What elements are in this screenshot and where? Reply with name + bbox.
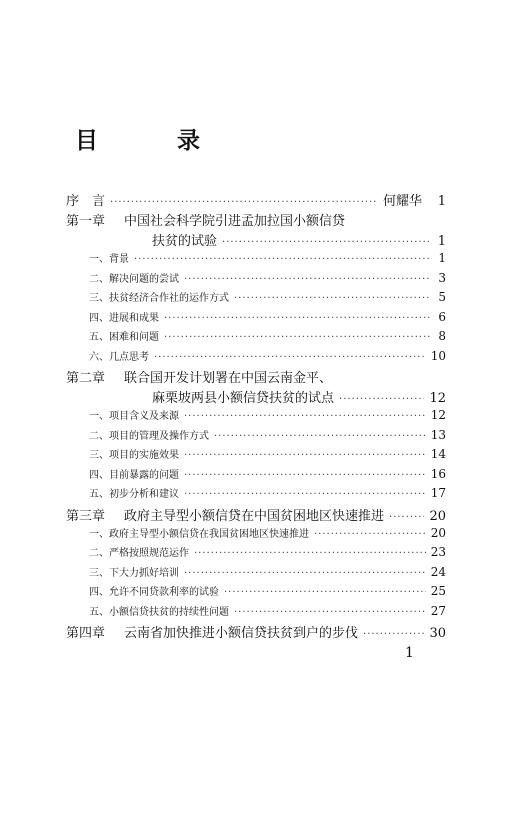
- toc-entry: [66, 328, 446, 348]
- chapter-number: 第三章: [66, 508, 106, 524]
- toc-entry: [66, 544, 446, 564]
- dot-leader: [184, 489, 426, 500]
- toc-entry: [66, 250, 446, 270]
- toc-entry-page: 30: [429, 626, 446, 641]
- toc-entry-page: 14: [430, 447, 446, 461]
- toc-entry: [66, 387, 446, 407]
- toc-entry-page: 25: [430, 584, 446, 598]
- toc-entry: [66, 309, 446, 329]
- toc-entry-page: 12: [429, 391, 446, 406]
- toc-entry-page: 6: [438, 309, 446, 324]
- toc-entry: [66, 485, 446, 505]
- toc-entry-page: 5: [438, 290, 446, 304]
- dot-leader: [164, 313, 431, 324]
- dot-leader: [194, 548, 426, 559]
- dot-leader: [184, 411, 426, 422]
- dot-leader: [214, 431, 426, 442]
- dot-leader: [184, 470, 426, 481]
- toc-entry-title: 三、下大力抓好培训: [89, 567, 179, 579]
- toc-entry: [66, 525, 446, 545]
- toc-entry-page: 24: [430, 564, 446, 579]
- table-of-contents: [66, 190, 446, 642]
- toc-entry: [66, 407, 446, 427]
- toc-entry-page: 12: [430, 408, 446, 422]
- toc-entry: [66, 505, 446, 525]
- toc-entry-page: 1: [437, 194, 446, 209]
- toc-entry: [66, 446, 446, 466]
- toc-entry-title: 四、目前暴露的问题: [89, 469, 179, 481]
- chapter-number: 第二章: [66, 371, 106, 386]
- dot-leader: [154, 352, 426, 363]
- toc-entry: [66, 190, 446, 210]
- toc-entry-title: [66, 367, 332, 386]
- toc-entry-page: 13: [430, 427, 446, 442]
- toc-entry-title: 二、解决问题的尝试: [89, 273, 179, 285]
- toc-entry-page: 23: [430, 545, 446, 559]
- dot-leader: [134, 254, 431, 265]
- dot-leader: [389, 512, 424, 523]
- toc-entry-title: 四、进展和成果: [89, 312, 159, 324]
- toc-entry-page: 3: [438, 270, 446, 285]
- dot-leader: [222, 237, 431, 248]
- chapter-title: 中国社会科学院引进孟加拉国小额信贷: [124, 214, 346, 229]
- dot-leader: [184, 274, 431, 285]
- toc-entry-page: 10: [430, 348, 446, 363]
- toc-entry-page: 8: [438, 329, 446, 343]
- toc-entry-page: 17: [430, 486, 446, 500]
- toc-entry-page: 20: [429, 508, 446, 524]
- chapter-title: 联合国开发计划署在中国云南金平、: [124, 371, 333, 386]
- chapter-number: 第一章: [66, 214, 106, 229]
- dot-leader: [234, 607, 426, 618]
- chapter-title: 政府主导型小额信贷在中国贫困地区快速推进: [124, 508, 385, 524]
- toc-entry-author: 何耀华: [382, 194, 422, 209]
- toc-entry-title: 五、初步分析和建议: [89, 489, 179, 500]
- toc-entry-title: [66, 505, 384, 524]
- toc-entry-title: 一、项目含义及来源: [89, 411, 179, 422]
- page-number: 1: [405, 645, 414, 661]
- toc-entry-title: 扶贫的试验: [152, 234, 218, 249]
- toc-entry-page: 20: [430, 525, 446, 540]
- toc-entry: [66, 348, 446, 368]
- toc-entry: [66, 367, 446, 387]
- toc-entry: [66, 427, 446, 447]
- toc-entry: [66, 564, 446, 584]
- toc-entry: [66, 603, 446, 623]
- dot-leader: [184, 450, 426, 461]
- dot-leader: [184, 568, 426, 579]
- dot-leader: [314, 529, 426, 540]
- dot-leader: [339, 394, 424, 405]
- toc-entry: [66, 210, 446, 230]
- toc-entry-title: 三、扶贫经济合作社的运作方式: [89, 293, 229, 304]
- toc-entry-title: 序 言: [66, 194, 106, 209]
- dot-leader: [234, 293, 431, 304]
- toc-entry: [66, 289, 446, 309]
- toc-entry-title: 三、项目的实施效果: [89, 450, 179, 461]
- toc-entry-title: 六、几点思考: [89, 351, 149, 363]
- toc-entry-title: 二、项目的管理及操作方式: [89, 430, 209, 442]
- dot-leader: [224, 587, 426, 598]
- toc-entry-page: 1: [438, 251, 446, 265]
- toc-entry-title: 一、政府主导型小额信贷在我国贫困地区快速推进: [89, 528, 309, 540]
- toc-entry-title: 麻栗坡两县小额信贷扶贫的试点: [152, 391, 335, 406]
- toc-entry-title: 五、困难和问题: [89, 332, 159, 343]
- toc-entry-title: [66, 210, 345, 229]
- toc-entry: [66, 230, 446, 250]
- chapter-number: 第四章: [66, 626, 106, 641]
- toc-entry-title: 二、严格按照规范运作: [89, 548, 189, 559]
- toc-entry-title: 一、背景: [89, 254, 129, 265]
- toc-entry: [66, 466, 446, 486]
- toc-entry: [66, 622, 446, 642]
- toc-entry: [66, 270, 446, 290]
- page-title: 目 录: [75, 127, 228, 154]
- chapter-title: 云南省加快推进小额信贷扶贫到户的步伐: [124, 626, 359, 641]
- toc-entry: [66, 583, 446, 603]
- dot-leader: [363, 629, 424, 640]
- toc-entry-title: [66, 622, 358, 641]
- toc-entry-page: 1: [437, 234, 446, 249]
- toc-entry-title: 五、小额信贷扶贫的持续性问题: [89, 606, 229, 618]
- dot-leader: [110, 197, 378, 208]
- toc-entry-page: 27: [430, 603, 446, 618]
- toc-entry-title: 四、允许不同贷款利率的试验: [89, 587, 219, 598]
- toc-entry-page: 16: [430, 466, 446, 481]
- dot-leader: [164, 332, 431, 343]
